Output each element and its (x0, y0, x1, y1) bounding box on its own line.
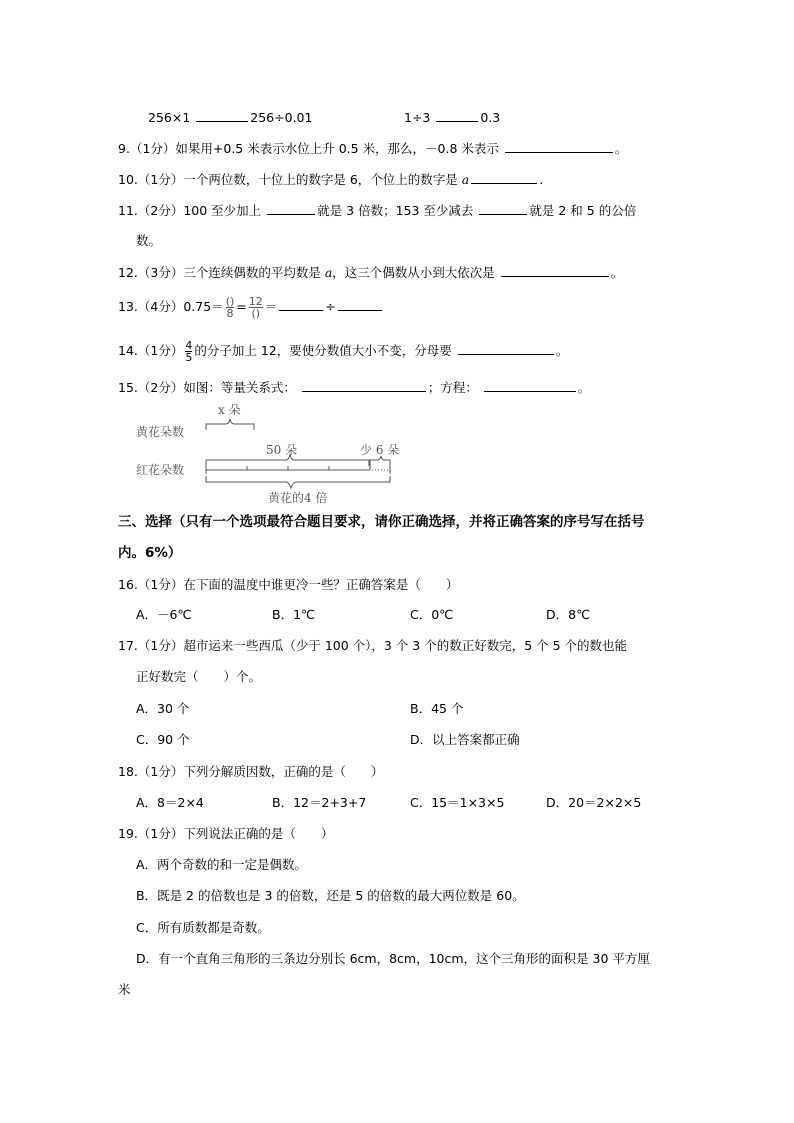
option-a[interactable]: A．8＝2×4 (136, 795, 204, 810)
answer-blank[interactable] (484, 379, 576, 392)
option-d[interactable]: D．8℃ (546, 607, 591, 622)
q8-right: 1÷3 (404, 110, 431, 125)
q-score: （2分） (137, 380, 184, 395)
section-title-cont: 内。6%） (118, 545, 182, 561)
q-num: 10. (118, 172, 138, 187)
q-num: 12. (118, 265, 138, 280)
less-label: 少 6 朵 (360, 443, 400, 457)
q-num: 9. (118, 141, 130, 156)
option-d[interactable]: D．以上答案都正确 (410, 732, 520, 747)
q-text: 三个连续偶数的平均数是 (183, 265, 321, 280)
answer-blank[interactable] (436, 109, 478, 122)
q-score: （1分） (137, 638, 184, 653)
q-num: 17. (118, 638, 138, 653)
option-d[interactable]: D．有一个直角三角形的三条边分别长 6cm，8cm，10cm，这个三角形的面积是 30 平方厘 (136, 951, 650, 966)
fraction (226, 296, 235, 319)
six-brace (370, 456, 390, 466)
answer-blank[interactable] (501, 264, 609, 277)
question-16 (118, 577, 458, 593)
q-score: （1分） (137, 826, 184, 841)
q-text: 如果用+0.5 米表示水位上升 0.5 米，那么，－0.8 米表示 (175, 141, 499, 156)
q-text: 超市运来一些西瓜（少于 100 个），3 个 3 个的数正好数完，5 个 5 个的数也能 (183, 638, 628, 653)
yellow-brace (206, 419, 254, 430)
q-text: 100 至少加上 (183, 203, 262, 218)
q8-right2: 0.3 (480, 110, 501, 125)
q-var: a (461, 172, 470, 187)
question-12 (118, 264, 623, 281)
q-num: 11. (118, 203, 138, 218)
q8-left: 256×1 (148, 110, 191, 125)
fraction (185, 340, 192, 363)
fifty-label: 50 朵 (266, 443, 298, 457)
option-c[interactable]: C．90 个 (136, 732, 190, 747)
q-num: 15. (118, 380, 138, 395)
answer-blank[interactable] (471, 171, 537, 184)
q-text: 在下面的温度中谁更冷一些？正确答案是（ ） (183, 577, 459, 592)
option-a[interactable]: A．两个奇数的和一定是偶数。 (136, 857, 308, 872)
q-score: （2分） (137, 203, 184, 218)
q-num: 16. (118, 577, 138, 592)
option-c[interactable]: C．所有质数都是奇数。 (136, 920, 270, 935)
numerator: () (225, 295, 235, 308)
q-text: 如图：等量关系式： (183, 380, 296, 395)
q8-row (148, 109, 312, 126)
section-title: 三、选择（只有一个选项最符合题目要求，请你正确选择，并将正确答案的序号写在括号 (118, 514, 645, 530)
q-end: 。 (555, 343, 569, 358)
q-end: 。 (577, 380, 591, 395)
four-times-label: 黄花的4 倍 (268, 491, 328, 505)
question-13 (118, 296, 384, 319)
denominator: () (249, 307, 263, 319)
question-11 (118, 202, 636, 219)
numerator: 4 (185, 339, 193, 352)
option-b[interactable]: B．12＝2+3+7 (272, 795, 367, 810)
q-score: （1分） (137, 577, 184, 592)
q-num: 19. (118, 826, 138, 841)
answer-blank[interactable] (338, 298, 382, 311)
answer-blank[interactable] (302, 379, 426, 392)
option-c[interactable]: C．0℃ (410, 607, 454, 622)
question-17 (118, 638, 627, 654)
x-label: x 朵 (218, 403, 241, 417)
q-num: 13. (118, 299, 138, 314)
answer-blank[interactable] (279, 298, 323, 311)
question-19 (118, 826, 333, 842)
option-b[interactable]: B．既是 2 的倍数也是 3 的倍数，还是 5 的倍数的最大两位数是 60。 (136, 888, 525, 903)
answer-blank[interactable] (505, 140, 613, 153)
denominator: 8 (226, 307, 234, 320)
option-a[interactable]: A．－6℃ (136, 607, 192, 622)
q-text: 就是 2 和 5 的公倍 (529, 203, 637, 218)
option-c[interactable]: C．15＝1×3×5 (410, 795, 505, 810)
answer-blank[interactable] (479, 202, 527, 215)
q8-row-right (404, 109, 500, 126)
equals: ＝ (264, 299, 278, 314)
equals: = (236, 299, 247, 314)
question-10 (118, 171, 543, 188)
q-score: （1分） (137, 172, 184, 187)
question-15 (118, 379, 590, 396)
red-label: 红花朵数 (136, 463, 185, 477)
q-text: 下列分解质因数，正确的是（ ） (183, 764, 384, 779)
q-num: 14. (118, 343, 138, 358)
question-14 (118, 340, 568, 363)
fraction (249, 296, 263, 319)
q-text: ，这三个偶数从小到大依次是 (332, 265, 495, 280)
q-text: 0.75＝ (183, 299, 224, 314)
option-d[interactable]: D．20＝2×2×5 (546, 795, 642, 810)
option-b[interactable]: B．45 个 (410, 701, 464, 716)
q-text: 就是 3 倍数；153 至少减去 (317, 203, 474, 218)
option-b[interactable]: B．1℃ (272, 607, 316, 622)
q-score: （1分） (129, 141, 176, 156)
divide: ÷ (325, 299, 336, 314)
q-score: （4分） (137, 299, 184, 314)
q-text: 的分子加上 12，要使分数值大小不变，分母要 (194, 343, 452, 358)
q-text: 一个两位数，十位上的数字是 6，个位上的数字是 (183, 172, 458, 187)
q-end: 。 (614, 141, 628, 156)
answer-blank[interactable] (267, 202, 315, 215)
denominator: 5 (185, 351, 193, 364)
q17-continuation: 正好数完（ ）个。 (136, 669, 262, 684)
option-a[interactable]: A．30 个 (136, 701, 190, 716)
question-18 (118, 764, 383, 780)
q-var: a (324, 265, 333, 280)
q-score: （3分） (137, 265, 184, 280)
q-end: 。 (610, 265, 624, 280)
q8-left2: 256÷0.01 (250, 110, 313, 125)
question-9 (118, 140, 627, 157)
q19-continuation: 米 (118, 982, 131, 997)
q-text: ；方程： (427, 380, 478, 395)
q-num: 18. (118, 764, 138, 779)
answer-blank[interactable] (458, 342, 554, 355)
q11-continuation: 数。 (136, 233, 162, 248)
q-text: 下列说法正确的是（ ） (183, 826, 334, 841)
yellow-label: 黄花朵数 (136, 425, 185, 439)
flower-diagram (136, 398, 416, 506)
numerator: 12 (248, 295, 263, 308)
q-end: . (539, 172, 544, 187)
answer-blank[interactable] (196, 109, 248, 122)
q-score: （1分） (137, 343, 184, 358)
q-score: （1分） (137, 764, 184, 779)
four-times-brace (206, 476, 390, 488)
